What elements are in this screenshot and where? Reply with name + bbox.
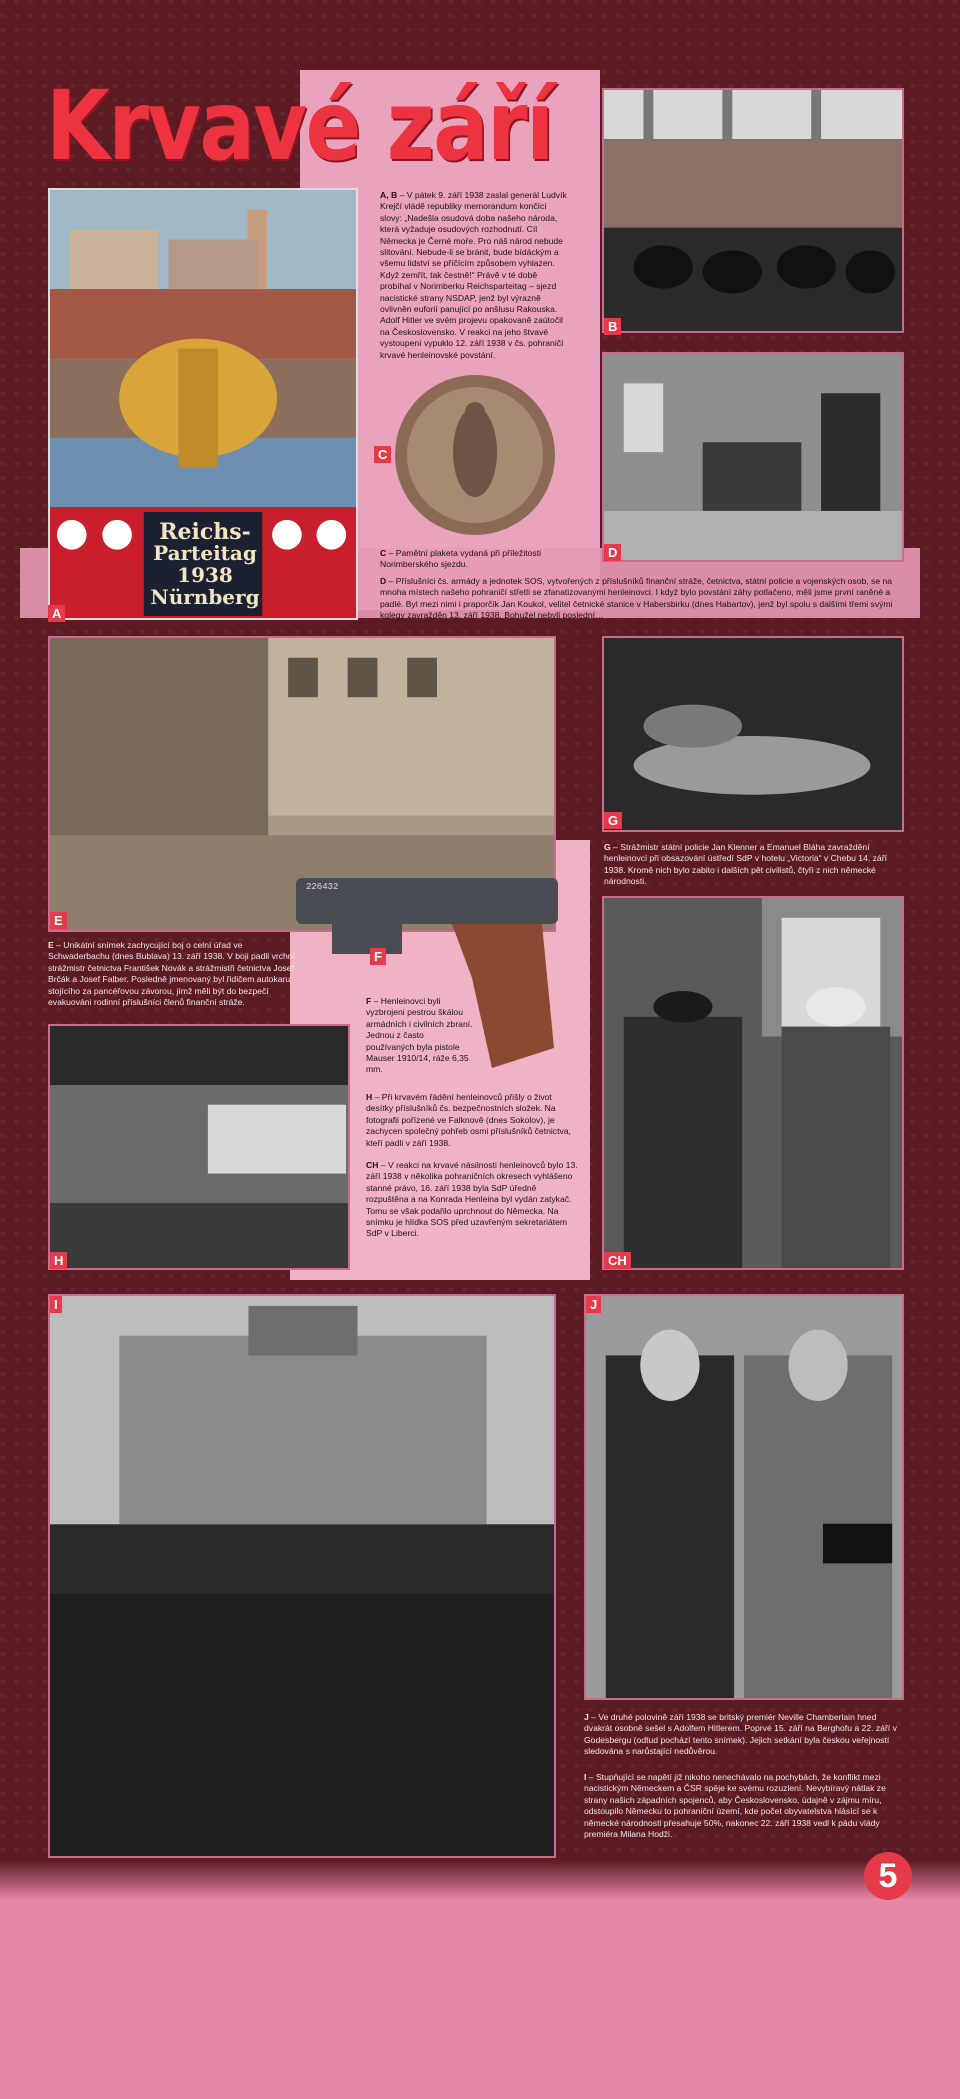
text-c: [380, 548, 580, 571]
text-d-label: D: [380, 576, 387, 586]
text-e-body: – Unikátní snímek zachycující boj o celní úřad ve Schwaderbachu (dnes Bublava) 13. září 1938. V boji padli vrchní strážmistr četnictva František Novák a strážmistři četnictva Josef Brčák a Josef Falber. Posledně jmenovaný byl řidičem autokaru stojícího za pancéřovou závorou, jímž měli být do bezpečí evakuováni rodinní příslušníci členů finanční stráže.: [48, 940, 295, 1008]
pink-band-bottom: [0, 1890, 960, 2099]
text-f-body: – Henleinovci byli vyzbrojeni pestrou škálou armádních i civilních zbraní. Jednou z často používaných byla pistole Mauser 1910/14, ráže 6,35 mm.: [366, 996, 473, 1075]
photo-b-image: [604, 90, 902, 331]
photo-ch-patrol: [602, 896, 904, 1270]
text-j-label: J: [584, 1712, 589, 1722]
text-h: [366, 1092, 580, 1149]
text-i-body: – Stupňující se napětí již nikoho nenechávalo na pochybách, že konflikt mezi nacistickým Německem a ČSR spěje ke svému rozuzlení. Nevybíravý nátlak ze strany našich západních spojenců, aby Československo, údajně v zájmu míru, odstoupilo Německu to pohraniční území, kde počet obyvatelstva hlásící se k německé národnosti přesahuje 50%, nakonec 22. září 1938 vedl k pádu vlády premiéra Milana Hodži.: [584, 1772, 886, 1840]
photo-d-image: [604, 354, 902, 560]
text-ch-label: CH: [366, 1160, 379, 1170]
photo-i-image: [50, 1296, 554, 1856]
badge-b: B: [604, 318, 621, 335]
page-number-badge: 5: [864, 1852, 912, 1900]
text-h-body: – Při krvavém řádění henleinovců přišly o život desítky příslušníků čs. bezpečnostních složek. Na fotografii pořízené ve Falknově (dnes Sokolov), je zachycen společný pohřeb osmi příslušníků četnictva, kteří padli v září 1938.: [366, 1092, 571, 1148]
badge-h: H: [50, 1252, 67, 1269]
photo-g-victims: [602, 636, 904, 832]
text-e-label: E: [48, 940, 54, 950]
poster-text-line1: Reichs-: [159, 519, 251, 545]
text-ab-label: A, B: [380, 190, 398, 200]
photo-i-crowd-rudolfinum: [48, 1294, 556, 1858]
text-d: [380, 576, 906, 622]
photo-g-image: [604, 638, 902, 830]
badge-g: G: [604, 812, 622, 829]
text-ab-body: – V pátek 9. září 1938 zaslal generál Ludvík Krejčí vládě republiky memorandum končící slovy: „Nadešla osudová doba našeho národa, která vyžaduje osudových rozhodnutí. Cíl Německa je Černé moře. Pro náš národ nebude slitování. Nebude-li se bránit, bude bídáckým a všemu lidství se příčícím způsobem vyhlazen. Když zemřít, tak čestně!“ Právě v té době probíhal v Norimberku Reichsparteitag – sjezd nacistické strany NSDAP, jenž byl výrazně ovlivněn euforií panující po anšlusu Rakouska. Adolf Hitler ve svém projevu opakovaně zaútočil na Československo. V reakci na jeho štvavé vystoupení vypuklo 12. září 1938 v čs. pohraničí krvavé henleinovské povstání.: [380, 190, 567, 360]
text-g-body: – Strážmistr státní policie Jan Klenner a Emanuel Bláha zavraždění henleinovci při obsazování ústředí SdP v hotelu „Victoria“ v Chebu 14. září 1938. Kromě nich bylo zabito i dalších pět civilistů, čtyři z nich německé národnosti.: [604, 842, 887, 887]
photo-b-rally-salute: [602, 88, 904, 333]
pistol-serial: 226432: [306, 882, 339, 892]
photo-c-medal: [392, 372, 558, 538]
badge-a: A: [48, 605, 65, 622]
photo-ch-image: [604, 898, 902, 1268]
badge-d: D: [604, 544, 621, 561]
text-e: [48, 940, 300, 1008]
badge-i: I: [50, 1296, 62, 1313]
text-ab: [380, 190, 568, 361]
poster-text-line4: Nürnberg: [150, 585, 260, 609]
text-h-label: H: [366, 1092, 373, 1102]
poster-text-line3: 1938: [177, 563, 233, 587]
text-c-label: C: [380, 548, 387, 558]
photo-h-image: [50, 1026, 348, 1268]
text-d-body: – Příslušníci čs. armády a jednotek SOS, vytvořených z příslušníků finanční stráže, četnictva, státní policie a vojenských osob, se na mnoha místech našeho pohraničí střetli se zfanatizovanými henleinovci. I když bylo povstání záhy potlačeno, měli jsme první raněné a padlé. Byl mezi nimi i praporčík Jan Koukol, velitel četnické stanice v Habersbirku (dnes Habartov), jenž byl spolu s dalšími třemi svými kolegy zavražděn 13. září 1938. Bohužel nebyli poslední…: [380, 576, 893, 621]
text-i: [584, 1772, 906, 1840]
photo-j-image: [586, 1296, 902, 1698]
text-j: [584, 1712, 906, 1758]
poster-text-line2: Parteitag: [153, 541, 257, 565]
text-ch-body: – V reakci na krvavé násilnosti henleinovců bylo 13. září 1938 v několika pohraničních okresech vyhlášeno stanné právo, 16. září 1938 byla SdP úředně rozpuštěna a na Konrada Henleina byl vydán zatykač. Tomu se však podařilo uprchnout do Německa. Na snímku je hlídka SOS před uzavřeným sekretariátem SdP v Liberci.: [366, 1160, 578, 1239]
text-c-body: – Pamětní plaketa vydaná při příležitosti Norimberského sjezdu.: [380, 548, 541, 570]
text-g-label: G: [604, 842, 611, 852]
medal-illustration: [392, 372, 558, 538]
photo-d-room: [602, 352, 904, 562]
page-title: Krvavé září: [46, 70, 553, 182]
badge-c: C: [374, 446, 391, 463]
text-ch: [366, 1160, 580, 1240]
pink-band-bottom-edge: [0, 1860, 960, 1900]
text-f-label: F: [366, 996, 372, 1006]
badge-e: E: [50, 912, 67, 929]
photo-a-parteitag-poster: [48, 188, 358, 620]
photo-j-chamberlain-hitler: [584, 1294, 904, 1700]
text-f: [366, 996, 474, 1076]
badge-j: J: [586, 1296, 601, 1313]
text-g: [604, 842, 908, 888]
photo-h-funeral: [48, 1024, 350, 1270]
text-i-label: I: [584, 1772, 587, 1782]
badge-ch: CH: [604, 1252, 631, 1269]
badge-f: F: [370, 948, 386, 965]
text-j-body: – Ve druhé polovině září 1938 se britský premiér Neville Chamberlain hned dvakrát osobně sešel s Adolfem Hitlerem. Poprvé 15. září na Berghofu a 22. září v Godesbergu (odtud pochází tento snímek). Jejich setkání byla českou veřejností sledována s narůstající nedůvěrou.: [584, 1712, 897, 1757]
